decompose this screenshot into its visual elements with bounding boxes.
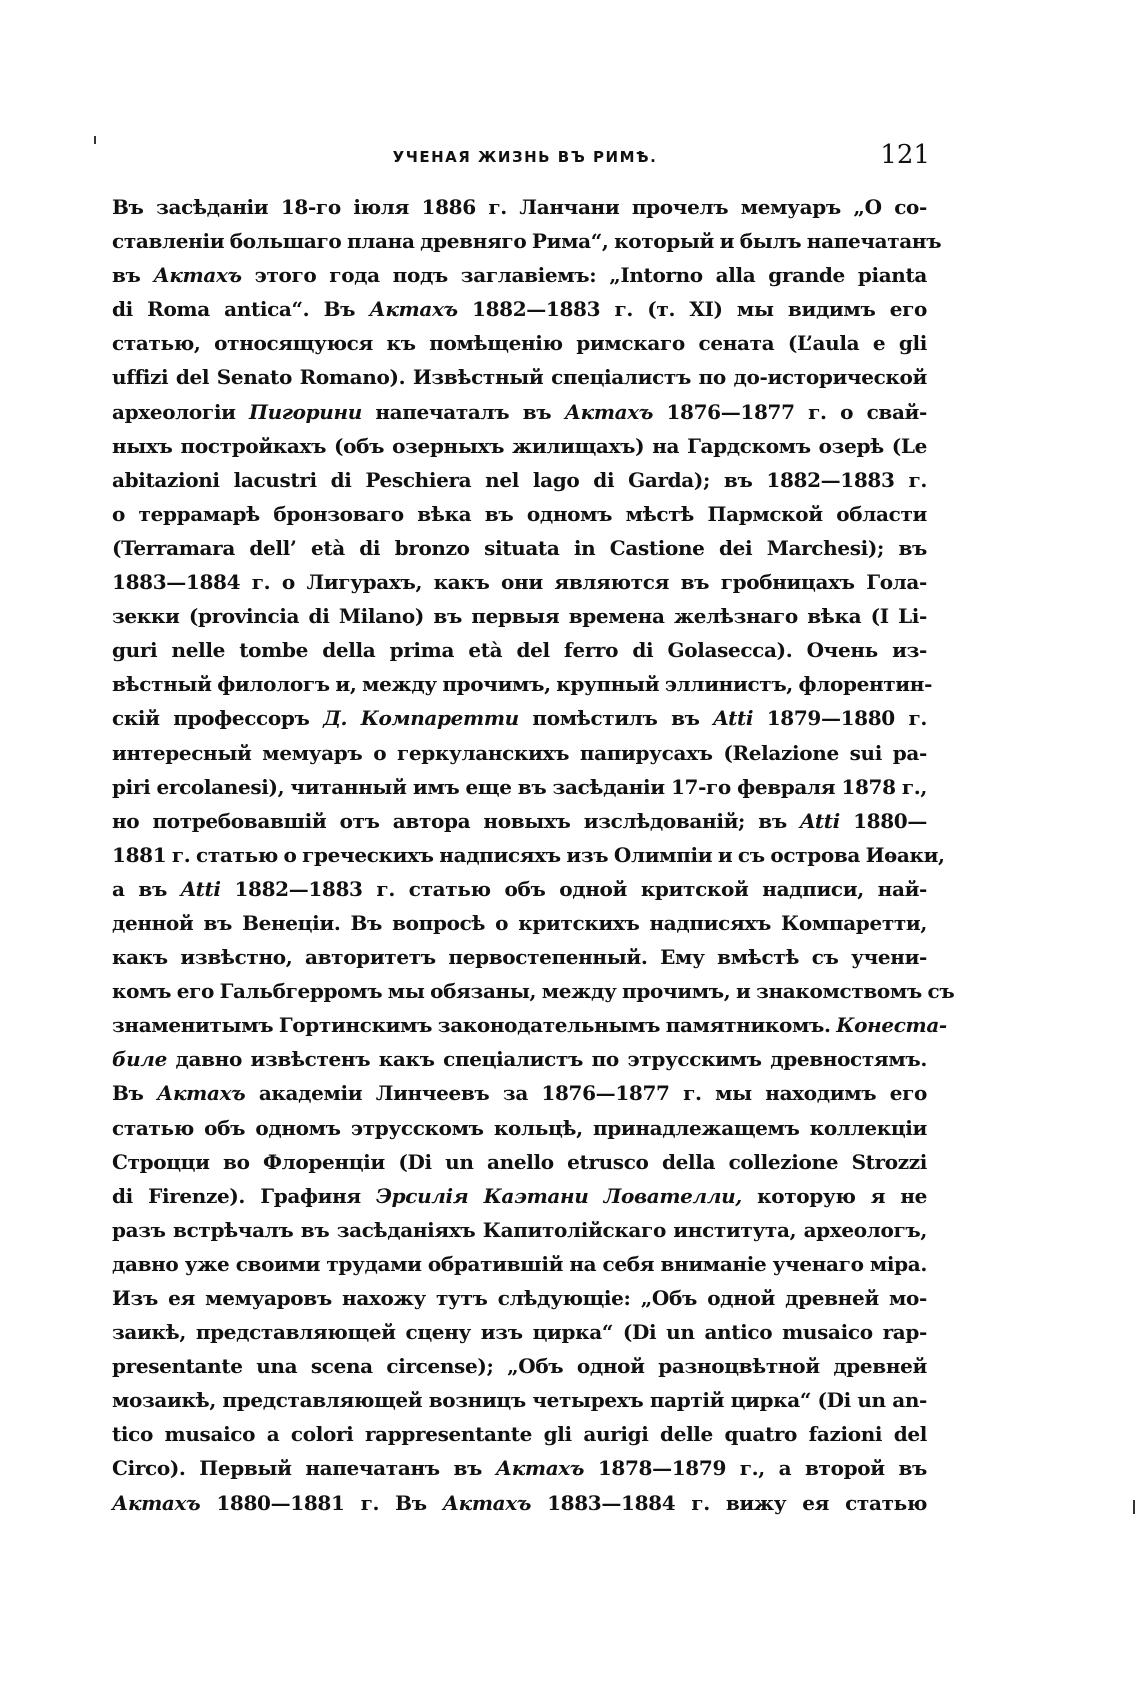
text-segment: (Terramara dell’ età di bronzo situata in Castione dei Marchesi); въ — [112, 535, 927, 560]
text-segment: этого года подъ заглавіемъ: „Intorno alla grande pianta — [241, 263, 927, 288]
text-segment: археологіи — [112, 399, 250, 424]
text-segment: uffizi del Senato Romano). Извѣстный спеціалистъ по до-исторической — [112, 365, 927, 390]
text-segment: di Roma antica“. Въ — [112, 297, 370, 322]
text-segment: 1878—1879 г., а второй въ — [584, 1456, 927, 1481]
italic-term: Atti — [180, 876, 221, 901]
italic-term: Atti — [800, 808, 840, 833]
italic-term: биле — [112, 1047, 167, 1072]
text-segment: заикѣ, представляющей сцену изъ цирка“ (Di un antico musaico rap- — [112, 1320, 927, 1345]
text-line — [112, 1008, 947, 1042]
text-line — [112, 701, 927, 735]
text-line — [112, 326, 927, 360]
text-segment: скій профессоръ — [112, 706, 324, 731]
text-segment: статью, относящуюся къ помѣщенію римскаго сената (L’aula e gli — [112, 331, 927, 356]
text-segment: мозаикѣ, представляющей возницъ четырехъ партій цирка“ (Di un an- — [112, 1388, 927, 1413]
text-segment: 1883—1884 г. о Лигурахъ, какъ они являются въ гробницахъ Гола- — [112, 570, 927, 595]
text-segment: а въ — [112, 876, 181, 901]
text-line — [112, 1417, 927, 1451]
text-line — [112, 292, 927, 326]
text-line — [112, 633, 927, 667]
text-segment: 1879—1880 г. — [753, 706, 927, 731]
text-segment: комъ его Гальбгерромъ мы обязаны, между прочимъ, и знакомствомъ съ — [112, 979, 955, 1004]
scan-mark — [94, 136, 96, 144]
text-line — [112, 974, 955, 1008]
text-line — [112, 1486, 927, 1520]
italic-term: Актахъ — [153, 263, 242, 288]
text-line — [112, 736, 927, 770]
text-segment: abitazioni lacustri di Peschiera nel lago di Garda); въ 1882—1883 г. — [112, 467, 927, 492]
text-line — [112, 1281, 927, 1315]
text-line — [112, 429, 927, 463]
text-segment: давно извѣстенъ какъ спеціалистъ по этрусскимъ древностямъ. — [166, 1047, 927, 1072]
text-segment: знаменитымъ Гортинскимъ законодательнымъ памятникомъ. — [112, 1013, 837, 1038]
text-line — [112, 599, 927, 633]
running-head-title: УЧЕНАЯ ЖИЗНЬ ВЪ РИМѢ. — [392, 148, 658, 166]
italic-term: Актахъ — [157, 1081, 246, 1106]
text-line — [112, 463, 927, 497]
italic-term: Актахъ — [369, 297, 458, 322]
text-segment: 1880— — [839, 808, 927, 833]
body-text — [112, 190, 955, 1520]
italic-term: Эрсилія Каэтани Лователли, — [376, 1183, 742, 1208]
text-line — [112, 531, 927, 565]
text-line — [112, 1213, 927, 1247]
text-line — [112, 1349, 927, 1383]
text-line — [112, 804, 927, 838]
text-segment: которую я не — [741, 1183, 927, 1208]
italic-term: Актахъ — [442, 1490, 532, 1515]
text-segment: ставленіи большаго плана древняго Рима“, который и былъ напечатанъ — [112, 229, 942, 254]
text-line — [112, 1315, 927, 1349]
italic-term: Актахъ — [495, 1456, 585, 1481]
text-line — [112, 667, 933, 701]
text-segment: вѣстный филологъ и, между прочимъ, крупный эллинистъ, флорентин- — [112, 672, 933, 697]
text-segment: guri nelle tombe della prima età del ferro di Golasecca). Очень из- — [112, 638, 927, 663]
text-line — [112, 906, 927, 940]
italic-term: Конеста- — [836, 1013, 947, 1038]
text-segment: presentante una scena circense); „Объ одной разноцвѣтной древней — [112, 1354, 927, 1379]
text-segment: какъ извѣстно, авторитетъ первостепенный. Ему вмѣстѣ съ учени- — [112, 945, 927, 970]
text-segment: Circo). Первый напечатанъ въ — [112, 1456, 496, 1481]
text-line — [112, 1111, 927, 1145]
text-segment: денной въ Венеціи. Въ вопросѣ о критскихъ надписяхъ Компаретти, — [112, 910, 927, 935]
text-segment: о террамарѣ бронзоваго вѣка въ одномъ мѣстѣ Пармской области — [112, 501, 927, 526]
italic-term: Пигорини — [249, 399, 362, 424]
text-segment: въ — [112, 263, 154, 288]
running-head — [120, 140, 930, 176]
italic-term: Д. Компаретти — [323, 706, 519, 731]
text-line — [112, 497, 927, 531]
text-segment: Въ засѣданіи 18-го іюля 1886 г. Ланчани прочелъ мемуаръ „О со- — [112, 195, 927, 219]
text-line — [112, 1383, 927, 1417]
scan-mark — [1133, 1500, 1135, 1514]
text-segment: di Firenze). Графиня — [112, 1183, 377, 1208]
text-segment: зекки (provincia di Milano) въ первыя времена желѣзнаго вѣка (I Li- — [112, 604, 927, 629]
text-line — [112, 1076, 927, 1110]
text-segment: помѣстилъ въ — [518, 706, 714, 731]
text-line — [112, 872, 927, 906]
text-line — [112, 395, 927, 429]
text-segment: 1883—1884 г. вижу ея статью — [531, 1490, 927, 1515]
text-segment: Изъ ея мемуаровъ нахожу тутъ слѣдующіе: „Объ одной древней мо- — [112, 1286, 927, 1310]
text-line — [112, 1042, 927, 1076]
text-line — [112, 770, 927, 804]
text-line — [112, 1247, 927, 1281]
text-segment: 1880—1881 г. Въ — [200, 1490, 443, 1515]
text-line — [112, 1145, 927, 1179]
text-segment: напечаталъ въ — [361, 399, 565, 424]
text-segment: статью объ одномъ этрусскомъ кольцѣ, принадлежащемъ коллекціи — [112, 1115, 927, 1140]
italic-term: Актахъ — [564, 399, 654, 424]
text-segment: ныхъ постройкахъ (объ озерныхъ жилищахъ) на Гардскомъ озерѣ (Le — [112, 433, 927, 458]
page-number: 121 — [880, 140, 930, 170]
text-segment: но потребовавшій отъ автора новыхъ изслѣдованій; въ — [112, 808, 801, 833]
text-segment: 1882—1883 г. статью объ одной критской надписи, най- — [220, 876, 928, 901]
text-segment: 1881 г. статью о греческихъ надписяхъ изъ Олимпіи и съ острова Иѳаки, — [112, 842, 945, 867]
text-segment: Въ — [112, 1081, 158, 1106]
text-segment: давно уже своими трудами обратившій на себя вниманіе ученаго міра. — [112, 1251, 927, 1276]
text-line — [112, 565, 927, 599]
text-line — [112, 838, 945, 872]
text-segment: Строцци во Флоренціи (Di un anello etrusco della collezione Strozzi — [112, 1149, 927, 1174]
text-segment: разъ встрѣчалъ въ засѣданіяхъ Капитолійскаго института, археологъ, — [112, 1217, 927, 1242]
text-line — [112, 224, 942, 258]
text-segment: 1876—1877 г. о свай- — [653, 399, 927, 424]
text-line — [112, 1451, 927, 1485]
text-segment: 1882—1883 г. (т. XI) мы видимъ его — [457, 297, 927, 322]
text-segment: академіи Линчеевъ за 1876—1877 г. мы находимъ его — [245, 1081, 927, 1106]
text-line — [112, 940, 927, 974]
text-segment: интересный мемуаръ о геркуланскихъ папирусахъ (Relazione sui pa- — [112, 740, 927, 765]
text-line — [112, 1179, 927, 1213]
text-segment: piri ercolanesi), читанный имъ еще въ засѣданіи 17-го февраля 1878 г., — [112, 774, 927, 799]
text-line — [112, 360, 927, 394]
text-line — [112, 258, 927, 292]
italic-term: Актахъ — [112, 1490, 201, 1515]
text-line — [112, 190, 927, 224]
text-segment: tico musaico a colori rappresentante gli aurigi delle quatro fazioni del — [112, 1422, 927, 1447]
italic-term: Atti — [713, 706, 754, 731]
